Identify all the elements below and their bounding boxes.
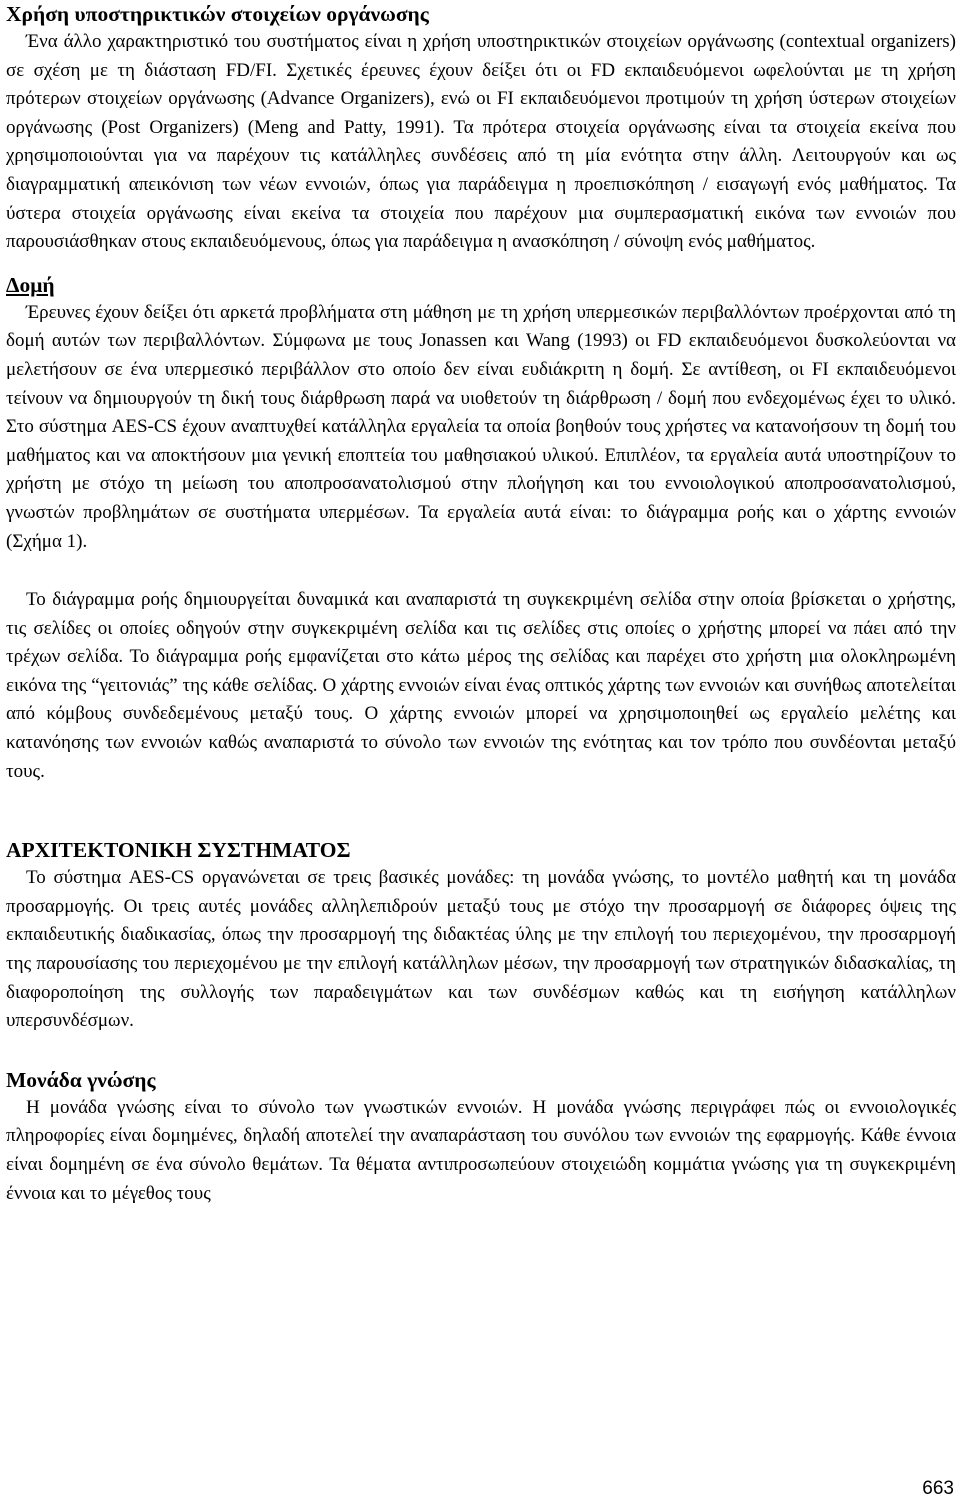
spacer xyxy=(6,1036,956,1066)
paragraph-structure-2: Το διάγραμμα ροής δημιουργείται δυναμικά και αναπαριστά τη συγκεκριμένη σελίδα στην οποία βρίσκεται ο χρήστης, τις σελίδες οι οποίες οδηγούν στην συγκεκριμένη σελίδα και τις σελίδες στις οποίες ο χρήστης μπορεί να πάει από την τρέχων σελίδα. Το διάγραμμα ροής εμφανίζεται στο κάτω μέρος της σελίδας και παρέχει στο χρήστη μια ολοκληρωμένη εικόνα της “γειτονιάς” της κάθε σελίδας. Ο χάρτης εννοιών είναι ένας οπτικός χάρτης των εννοιών και συνήθως αποτελείται από κόμβους συνδεδεμένους μεταξύ τους. Ο χάρτης εννοιών μπορεί να χρησιμοποιηθεί ως εργαλείο μελέτης και κατανόησης των εννοιών καθώς αναπαριστά το σύνολο των εννοιών της ενότητας και τον τρόπο που συνδέονται μεταξύ τους. xyxy=(6,589,956,782)
paragraph-architecture: Το σύστημα AES-CS οργανώνεται σε τρεις βασικές μονάδες: τη μονάδα γνώσης, το μοντέλο μαθητή και τη μονάδα προσαρμογής. Οι τρεις αυτές μονάδες αλληλεπιδρούν μεταξύ τους με στόχο την προσαρμογή σε διάφορες όψεις της εκπαιδευτικής διαδικασίας, όπως την προσαρμογή της διδακτέας ύλης με την επιλογή του περιεχομένου, την προσαρμογή της παρουσίασης του περιεχομένου με την επιλογή κατάλληλων μέσων, την προσαρμογή των στρατηγικών διδασκαλίας, τη διαφοροποίηση της συλλογής των παραδειγμάτων και των συνδέσμων καθώς και τη εισήγηση κατάλληλων υπερσυνδέσμων. xyxy=(6,867,956,1032)
paragraph-organizers: Ένα άλλο χαρακτηριστικό του συστήματος είναι η χρήση υποστηρικτικών στοιχείων οργάνωσης (contextual organizers) σε σχέση με τη διάσταση FD/FI. Σχετικές έρευνες έχουν δείξει ότι οι FD εκπαιδευόμενοι ωφελούνται με τη χρήση πρότερων στοιχείων οργάνωσης (Advance Organizers), ενώ οι FI εκπαιδευόμενοι προτιμούν τη χρήση ύστερων στοιχείων οργάνωσης (Post Organizers) (Meng and Patty, 1991). Τα πρότερα στοιχεία οργάνωσης είναι τα στοιχεία εκείνα που χρησιμοποιούνται για να παρέχουν τις κατάλληλες συνδέσεις από τη μία ενότητα στην άλλη. Λειτουργούν και ως διαγραμματική απεικόνιση των νέων εννοιών, όπως για παράδειγμα η προεπισκόπηση / εισαγωγή ενός μαθήματος. Τα ύστερα στοιχεία οργάνωσης είναι εκείνα τα στοιχεία που παρέχουν μια συμπερασματική εικόνα των εννοιών που παρουσιάσθηκαν στους εκπαιδευόμενους, όπως για παράδειγμα η ανασκόπηση / σύνοψη ενός μαθήματος. xyxy=(6,31,956,253)
spacer xyxy=(6,786,956,836)
heading-architecture: ΑΡΧΙΤΕΚΤΟΝΙΚΗ ΣΥΣΤΗΜΑΤΟΣ xyxy=(6,838,351,863)
spacer xyxy=(6,257,956,271)
page-number: 663 xyxy=(922,1478,954,1499)
heading-knowledge: Μονάδα γνώσης xyxy=(6,1067,156,1092)
heading-structure: Δομή xyxy=(6,272,55,297)
document-page xyxy=(6,0,956,1208)
paragraph-structure-1: Έρευνες έχουν δείξει ότι αρκετά προβλήματα στη μάθηση με τη χρήση υπερμεσικών περιβαλλόντων προέρχονται από τη δομή αυτών των περιβαλλόντων. Σύμφωνα με τους Jonassen και Wang (1993) οι FD εκπαιδευόμενοι δυσκολεύονται να μελετήσουν σε ένα υπερμεσικό περιβάλλον στο οποίο δεν είναι ευδιάκριτη η δομή. Σε αντίθεση, οι FI εκπαιδευόμενοι τείνουν να δημιουργούν τη δική τους διάρθρωση παρά να υιοθετούν τη διάρθρωση / δομή που ενδεχομένως έχει το υλικό. Στο σύστημα AES-CS έχουν αναπτυχθεί κατάλληλα εργαλεία τα οποία βοηθούν τους χρήστες να κατανοήσουν τη δομή του μαθήματος και να αποκτήσουν μια γενική εποπτεία του μαθησιακού υλικού. Επιπλέον, τα εργαλεία αυτά υποστηρίζουν το χρήστη με στόχο τη μείωση του αποπροσανατολισμού στην πλοήγηση και του εννοιολογικού αποπροσανατολισμού, γνωστών προβλημάτων σε συστήματα υπερμέσων. Τα εργαλεία αυτά είναι: το διάγραμμα ροής και ο χάρτης εννοιών (Σχήμα 1). xyxy=(6,301,956,552)
heading-organizers: Χρήση υποστηρικτικών στοιχείων οργάνωσης xyxy=(6,2,429,26)
spacer xyxy=(6,556,956,586)
paragraph-knowledge: Η μονάδα γνώσης είναι το σύνολο των γνωστικών εννοιών. Η μονάδα γνώσης περιγράφει πώς οι εννοιολογικές πληροφορίες είναι δομημένες, δηλαδή αποτελεί την αναπαράσταση του συνόλου των εννοιών της εφαρμογής. Κάθε έννοια είναι δομημένη σε ένα σύνολο θεμάτων. Τα θέματα αντιπροσωπεύουν στοιχειώδη κομμάτια γνώσης για τη συγκεκριμένη έννοια και το μέγεθος τους xyxy=(6,1096,956,1204)
